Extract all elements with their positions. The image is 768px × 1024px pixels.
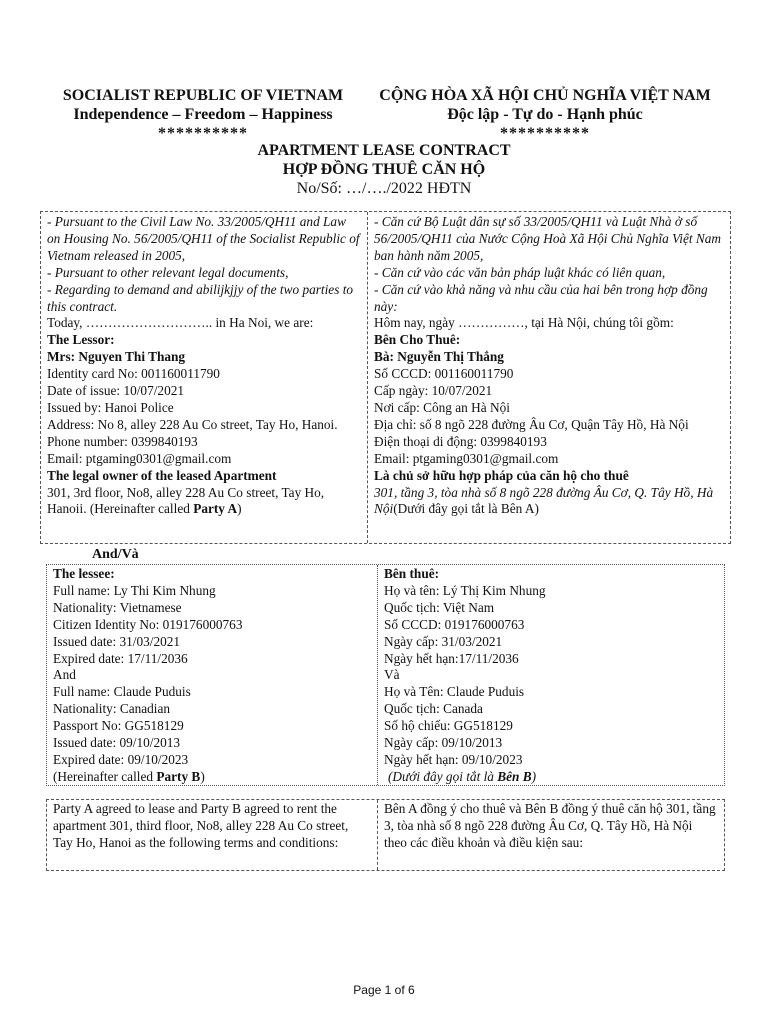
lessor-heading-en: The Lessor: xyxy=(47,332,115,348)
pursuant-other-vi: - Căn cứ vào các văn bản pháp luật khác có liên quan, xyxy=(374,264,666,280)
pursuant-demand-en: - Regarding to demand and abilijkjjy of the two parties to this contract. xyxy=(47,281,354,314)
lessee1-id-en: Citizen Identity No: 019176000763 xyxy=(53,616,243,632)
lessee1-expired-vi: Ngày hết hạn:17/11/2036 xyxy=(384,650,519,666)
party-b-close-en: ) xyxy=(200,768,205,784)
lessee-and-vi: Và xyxy=(384,667,400,683)
lessee1-name-vi: Họ và tên: Lý Thị Kim Nhung xyxy=(384,582,546,598)
pursuant-demand-vi: - Căn cứ vào khả năng và nhu cầu của hai bên trong hợp đồng này: xyxy=(374,281,708,314)
lessor-id-en: Identity card No: 001160011790 xyxy=(47,366,220,382)
lessee2-nationality-vi: Quốc tịch: Canada xyxy=(384,701,483,717)
lessor-issue-date-en: Date of issue: 10/07/2021 xyxy=(47,383,185,399)
header-stars-vi: ********** xyxy=(500,125,590,142)
national-header-en xyxy=(48,86,358,143)
party-a-label-en: Party A xyxy=(193,501,238,517)
lessee2-issued-en: Issued date: 09/10/2013 xyxy=(53,735,181,751)
lessee2-nationality-en: Nationality: Canadian xyxy=(53,701,171,717)
agreement-section xyxy=(46,799,725,871)
today-vi: Hôm nay, ngày ……………, tại Hà Nội, chúng tôi gồm: xyxy=(374,315,674,331)
lessee-column-vi xyxy=(378,565,724,785)
lessor-email-en: Email: ptgaming0301@gmail.com xyxy=(47,450,232,466)
lessee1-expired-en: Expired date: 17/11/2036 xyxy=(53,650,188,666)
party-b-close-vi: ) xyxy=(531,768,537,784)
lessor-column-vi xyxy=(368,212,730,543)
party-b-desc-en xyxy=(53,769,371,786)
lessee2-expired-vi: Ngày hết hạn: 09/10/2023 xyxy=(384,751,523,767)
lessor-name-vi: Bà: Nguyễn Thị Thắng xyxy=(374,349,504,365)
lessor-address-vi: Địa chỉ: số 8 ngõ 228 đường Âu Cơ, Quận Tây Hồ, Hà Nội xyxy=(374,416,689,432)
agreement-en: Party A agreed to lease and Party B agreed to rent the apartment 301, third floor, No8, alley 228 Au Co street, Tay Ho, Hanoi as the following terms and conditions: xyxy=(53,801,349,850)
lessor-address-en: Address: No 8, alley 228 Au Co street, Tay Ho, Hanoi. xyxy=(47,416,338,432)
lessee1-issued-vi: Ngày cấp: 31/03/2021 xyxy=(384,633,503,649)
party-a-close-en: ) xyxy=(237,501,242,517)
lessee1-nationality-vi: Quốc tịch: Việt Nam xyxy=(384,599,495,615)
lessee2-passport-en: Passport No: GG518129 xyxy=(53,718,184,734)
party-a-note-vi: (Dưới đây gọi tắt là Bên A) xyxy=(393,501,539,517)
pursuant-civil-law-en: - Pursuant to the Civil Law No. 33/2005/QH11 and Law on Housing No. 56/2005/QH11 of the Socialist Republic of Vietnam released in 2005, xyxy=(47,214,360,263)
party-b-desc-vi xyxy=(384,769,718,786)
lessor-phone-vi: Điện thoại di động: 0399840193 xyxy=(374,433,547,449)
lessor-column-en xyxy=(41,212,367,543)
owner-heading-en: The legal owner of the leased Apartment xyxy=(47,467,277,483)
contract-number: No/Số: …/…./2022 HĐTN xyxy=(296,180,472,197)
lessor-heading-vi: Bên Cho Thuê: xyxy=(374,332,461,348)
hereinafter-en: (Hereinafter called xyxy=(53,768,157,784)
lessee2-issued-vi: Ngày cấp: 09/10/2013 xyxy=(384,735,503,751)
lessee2-name-vi: Họ và Tên: Claude Puduis xyxy=(384,684,525,700)
lessor-issue-date-vi: Cấp ngày: 10/07/2021 xyxy=(374,383,493,399)
agreement-vi: Bên A đồng ý cho thuê và Bên B đồng ý thuê căn hộ 301, tầng 3, tòa nhà số 8 ngõ 228 đường Âu Cơ, Q. Tây Hồ, Hà Nội theo các điều khoản và điều kiện sau: xyxy=(384,801,716,850)
national-header-vi xyxy=(360,86,730,143)
lessee1-name-en: Full name: Ly Thi Kim Nhung xyxy=(53,582,216,598)
owner-heading-vi: Là chủ sở hữu hợp pháp của căn hộ cho thuê xyxy=(374,467,629,483)
lessee-column-en xyxy=(47,565,377,785)
today-en: Today, ……………………….. in Ha Noi, we are: xyxy=(47,315,314,331)
apartment-text-vi: 301, tầng 3, tòa nhà số 8 ngõ 228 đường Âu Cơ, Q. Tây Hồ, Hà Nội xyxy=(374,484,714,517)
lessor-id-vi: Số CCCD: 001160011790 xyxy=(374,366,514,382)
party-b-label-en: Party B xyxy=(156,768,201,784)
apartment-text-en: 301, 3rd floor, No8, alley 228 Au Co street, Tay Ho, Hanoii. (Hereinafter called xyxy=(47,484,325,517)
party-b-label-vi: Bên B xyxy=(497,768,532,784)
pursuant-other-en: - Pursuant to other relevant legal documents, xyxy=(47,264,289,280)
lessee1-issued-en: Issued date: 31/03/2021 xyxy=(53,633,181,649)
and-label: And/Và xyxy=(92,547,139,562)
lessee-heading-vi: Bên thuê: xyxy=(384,566,440,581)
lessor-section xyxy=(40,211,731,544)
lessee1-nationality-en: Nationality: Vietnamese xyxy=(53,599,182,615)
hereinafter-vi: (Dưới đây gọi tắt là xyxy=(388,768,498,784)
lessee2-passport-vi: Số hộ chiếu: GG518129 xyxy=(384,718,513,734)
lessee2-name-en: Full name: Claude Puduis xyxy=(53,684,191,700)
pursuant-civil-law-vi: - Căn cứ Bộ Luật dân sự số 33/2005/QH11 và Luật Nhà ở số 56/2005/QH11 của Nước Cộng Hoà Xã Hội Chủ Nghĩa Việt Nam ban hành năm 2005, xyxy=(374,214,722,263)
motto-en: Independence – Freedom – Happiness xyxy=(73,106,333,123)
contract-title-vi: HỢP ĐỒNG THUÊ CĂN HỘ xyxy=(282,161,486,178)
lessee2-expired-en: Expired date: 09/10/2023 xyxy=(53,751,189,767)
lessor-issued-by-vi: Nơi cấp: Công an Hà Nội xyxy=(374,399,510,415)
contract-title-en: APARTMENT LEASE CONTRACT xyxy=(257,142,511,159)
apartment-desc-en xyxy=(47,485,361,519)
lessee-and-en: And xyxy=(53,667,76,683)
header-stars-en: ********** xyxy=(158,125,248,142)
country-name-en: SOCIALIST REPUBLIC OF VIETNAM xyxy=(62,87,344,104)
lessor-name-en: Mrs: Nguyen Thi Thang xyxy=(47,349,186,365)
apartment-desc-vi xyxy=(374,485,724,519)
lessee-heading-en: The lessee: xyxy=(53,566,115,581)
lessor-issued-by-en: Issued by: Hanoi Police xyxy=(47,399,174,415)
country-name-vi: CỘNG HÒA XÃ HỘI CHỦ NGHĨA VIỆT NAM xyxy=(379,87,711,104)
lessee-section xyxy=(46,564,725,786)
lessee1-id-vi: Số CCCD: 019176000763 xyxy=(384,616,525,632)
motto-vi: Độc lập - Tự do - Hạnh phúc xyxy=(447,106,643,123)
lessor-phone-en: Phone number: 0399840193 xyxy=(47,433,198,449)
lessor-email-vi: Email: ptgaming0301@gmail.com xyxy=(374,450,559,466)
page-number: Page 1 of 6 xyxy=(353,983,415,997)
